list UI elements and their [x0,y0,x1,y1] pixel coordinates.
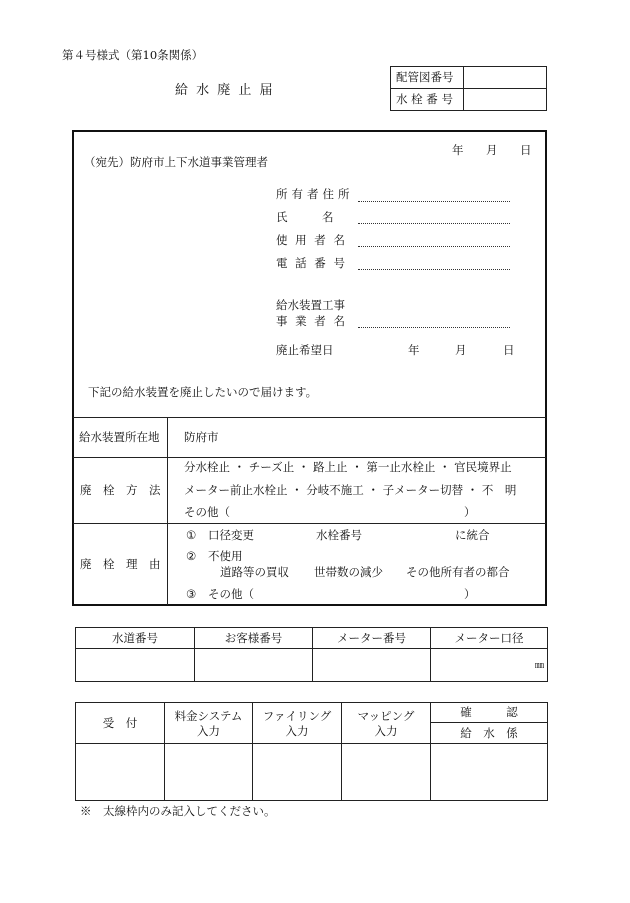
office-reception-text: 受 付 [102,716,138,730]
office-filing-header [252,702,342,744]
reason-label: 廃 栓 理 由 [80,557,161,571]
desired-day: 日 [503,343,515,357]
reason-2-text[interactable]: 不使用 [208,549,243,563]
office-filing-stamp[interactable] [252,743,342,801]
meter-header-diameter-text: メーター口径 [454,631,524,645]
meter-header-customer-number-text: お客様番号 [224,631,283,645]
meter-header-meter-number-text: メーター番号 [337,631,406,645]
hydrant-input[interactable] [463,88,547,111]
reason-3-number: ③ [186,587,197,601]
office-reception-header [75,702,165,744]
meter-header-customer-number [194,627,313,649]
reason-1-merge: に統合 [455,528,490,542]
method-line-2[interactable]: メーター前止水栓止 ・ 分岐不施工 ・ 子メーター切替 ・ 不 明 [184,483,517,497]
reason-1-hydrant: 水栓番号 [316,528,362,542]
office-filing-text-1: ファイリング [262,709,332,723]
meter-number-input[interactable] [312,648,431,682]
meter-header-diameter [430,627,548,649]
meter-water-number-input[interactable] [75,648,195,682]
pipe-map-label-cell [390,66,464,89]
office-water-section-header [430,722,548,744]
office-billing-header [164,702,253,744]
date-year: 年 [452,143,464,157]
user-name-label: 使 用 者 名 [276,233,347,247]
method-other-suffix: ） [464,505,476,519]
location-value[interactable]: 防府市 [184,430,219,444]
meter-header-water-number [75,627,195,649]
hydrant-label: 水 栓 番 号 [396,92,453,106]
pipe-map-input[interactable] [463,66,547,89]
name-line[interactable] [358,223,510,224]
diameter-unit: ㎜ [534,661,544,671]
reason-2-sub-2[interactable]: 世帯数の減少 [314,565,383,579]
date-month: 月 [486,143,498,157]
method-label: 廃 栓 方 法 [80,483,161,497]
statement: 下記の給水装置を廃止したいので届けます。 [88,385,318,399]
divider-method [73,457,546,458]
name-label: 氏 名 [276,210,334,224]
contractor-label-1: 給水装置工事 [276,298,345,312]
contractor-label-2: 事 業 者 名 [276,314,347,328]
contractor-line[interactable] [358,327,510,328]
reason-3-prefix[interactable]: その他（ [208,587,254,601]
label-column-divider [167,417,168,605]
office-billing-text-2: 入力 [197,723,220,738]
reason-2-sub-1[interactable]: 道路等の買収 [220,565,289,579]
reason-2-number: ② [186,549,197,563]
office-billing-text-1: 料金システム [174,709,243,723]
footnote: ※ 太線枠内のみ記入してください。 [80,804,276,818]
divider-reason [73,523,546,524]
office-mapping-stamp[interactable] [341,743,431,801]
location-label: 給水装置所在地 [79,430,160,444]
office-water-section-stamp[interactable] [430,743,548,801]
reason-2-sub-3[interactable]: その他所有者の都合 [406,565,510,579]
desired-month: 月 [455,343,467,357]
divider-location [73,417,546,418]
meter-header-meter-number [312,627,431,649]
owner-address-label: 所有者住所 [276,187,354,201]
method-line-1[interactable]: 分水栓止 ・ チーズ止 ・ 路上止 ・ 第一止水栓止 ・ 官民境界止 [184,460,512,474]
desired-date-label: 廃止希望日 [276,343,334,357]
meter-customer-number-input[interactable] [194,648,313,682]
page-title: 給 水 廃 止 届 [175,83,275,98]
phone-line[interactable] [358,269,510,270]
addressee: （宛先）防府市上下水道事業管理者 [84,155,268,169]
office-mapping-text-2: 入力 [374,723,398,738]
pipe-map-label: 配管図番号 [396,70,454,84]
reason-1-number: ① [186,528,197,542]
form-number: 第４号様式（第10条関係） [62,48,204,62]
method-other-prefix[interactable]: その他（ [184,505,230,519]
owner-address-line[interactable] [358,201,510,202]
meter-diameter-input[interactable] [430,648,548,682]
phone-label: 電 話 番 号 [276,256,347,270]
office-mapping-text-1: マッピング [357,709,415,723]
date-day: 日 [520,143,532,157]
office-water-section-text: 給 水 係 [460,726,518,740]
hydrant-label-cell [390,88,464,111]
meter-header-water-number-text: 水道番号 [112,631,158,645]
reason-1-text[interactable]: 口径変更 [208,528,254,542]
reason-3-suffix: ） [464,587,476,601]
office-filing-text-2: 入力 [285,723,309,738]
office-confirm-header [430,702,548,723]
office-mapping-header [341,702,431,744]
office-billing-stamp[interactable] [164,743,253,801]
office-confirm-text: 確 認 [460,705,518,719]
user-name-line[interactable] [358,246,510,247]
desired-year: 年 [408,343,420,357]
office-reception-stamp[interactable] [75,743,165,801]
